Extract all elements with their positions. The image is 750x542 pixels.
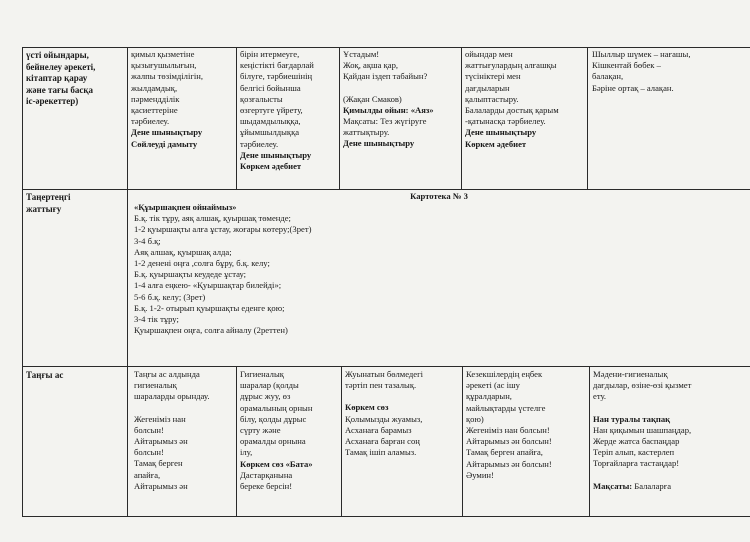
column-divider [462, 366, 463, 516]
row3-col5 [593, 369, 748, 492]
text-line: түсініктері мен [465, 71, 521, 82]
text-line: шараларды орындау. [134, 391, 210, 402]
text-line: Гигиеналық [240, 369, 284, 379]
table-top-border [22, 47, 750, 48]
text-line: қою) [466, 413, 484, 424]
spacer [345, 391, 460, 402]
row1-col5 [592, 49, 748, 94]
text-line: шаралар (қолды [240, 380, 299, 391]
subject-label: Көркем әдебиет [465, 138, 527, 149]
text-line: Тамақ берген [134, 458, 183, 469]
text-line: қимыл қызметіне [131, 49, 195, 59]
text-line: әрекеті (ас ішу [466, 380, 520, 391]
goal-line [593, 481, 748, 492]
text-line: ойындар мен [465, 49, 513, 59]
row1-label-line: үсті ойындары, [26, 50, 89, 60]
exercise-line: 5-6 б.қ. келу; (3рет) [134, 291, 206, 302]
text-line: болсын! [134, 447, 164, 458]
spacer [134, 403, 234, 414]
text-line: тәрбиелеу. [240, 138, 279, 149]
row2-label [26, 192, 125, 215]
subject-label: Сөйлеуді дамыту [131, 138, 198, 149]
goal-label: Мақсаты: [593, 480, 633, 491]
text-line: пәрмендділік [131, 93, 180, 104]
text-line: Айтарымыз ән [134, 480, 188, 491]
exercise-list [134, 202, 534, 336]
text-line: сүрту және [240, 425, 281, 436]
text-line: Асханаға барамыз [345, 424, 412, 435]
exercise-title: «Құыршақпен ойнаймыз» [134, 202, 237, 212]
column-divider [341, 366, 342, 516]
text-line: Ұстадым! [343, 49, 380, 59]
text-line: Жуынатын бөлмедегі [345, 369, 424, 379]
card-title-text: Картотека № 3 [410, 191, 468, 201]
text-line: Айтарымыз ән болсын! [466, 436, 552, 447]
row1-label-line: бейнелеу әрекеті, [26, 61, 96, 72]
text-line: кеңістікті бағдарлай [240, 60, 314, 71]
row1-label-line: және тағы басқа [26, 84, 94, 95]
column-divider [339, 47, 340, 189]
row3-label [26, 370, 125, 382]
text-line: тәрбиелеу. [131, 116, 170, 127]
subject-label: Көркем сөз «Бата» [240, 458, 313, 469]
text-line: белгісі бойынша [240, 82, 301, 93]
exercise-line: Аяқ алшақ, қуыршақ алда; [134, 246, 232, 257]
exercise-line: Б.қ. тік тұру, аяқ алшақ, қуыршақ төменде; [134, 213, 291, 224]
row3-col3 [345, 369, 460, 458]
text-line: Мақсаты: Тез жүгіруге [343, 116, 427, 127]
text-line: ұйымшылдыққа [240, 127, 300, 138]
text-line: Нан қиқымын шашпаңдар, [593, 424, 692, 435]
subject-label: Дене шынықтыру [240, 149, 312, 160]
text-line: жаттықтыру. [343, 127, 390, 138]
column-divider [22, 47, 23, 516]
row2-label-line: Таңертеңгі [26, 192, 71, 202]
text-line: Айтарымыз ән болсын! [466, 458, 552, 469]
card-title [128, 191, 750, 202]
text-line: болсын! [134, 424, 164, 435]
text-line: орамалды орнына [240, 436, 306, 447]
text-line: дұрыс жуу, өз [240, 391, 291, 402]
row1-col2 [240, 49, 338, 172]
text-line: Теріп алып, кастерлеп [593, 447, 675, 458]
text-line: Әумин! [466, 469, 494, 480]
text-line: Дастарқанына [240, 469, 293, 480]
row-divider [22, 366, 750, 367]
text-line: (Жақан Смаков) [343, 93, 402, 104]
text-line: дағдыларын [465, 82, 510, 93]
row3-col1 [134, 369, 234, 492]
column-divider [589, 366, 590, 516]
row3-col2 [240, 369, 339, 492]
text-line: жаттығулардың алғашқы [465, 60, 557, 71]
row3-col4 [466, 369, 587, 481]
spacer [593, 470, 748, 481]
column-divider [587, 47, 588, 189]
text-line: -қатынасқа тәрбиелеу. [465, 116, 546, 127]
text-line: балақан, [592, 71, 624, 82]
exercise-line: 1-4 алға еңкею- «Қуыршақтар билейді»; [134, 280, 282, 291]
table-bottom-border [22, 516, 750, 517]
text-line: қалыптастыру. [465, 93, 519, 104]
column-divider [236, 47, 237, 189]
text-line: Жоқ, ақша қар, [343, 60, 399, 71]
text-line: қозғалысты [240, 93, 283, 104]
text-line: Кезекшілердің еңбек [466, 369, 543, 379]
subject-label: Дене шынықтыру [131, 127, 203, 138]
text-line: Шыллыр шүмек – нағашы, [592, 49, 691, 59]
text-line: дағдылар, өзіне-өзі қызмет [593, 380, 692, 391]
row1-col4 [465, 49, 586, 150]
text-line: Қайдан іздеп табайын? [343, 71, 428, 82]
text-line: қасиеттеріне [131, 105, 178, 116]
text-line: Жегеніміз нан болсын! [466, 425, 550, 436]
text-line: білуге, тәрбиешінің [240, 71, 313, 82]
poem-title: Нан туралы тақпақ [593, 413, 671, 424]
subject-label: Дене шынықтыру [343, 138, 415, 149]
text-line: майлықтарды үстелге [466, 402, 546, 413]
row1-label [26, 50, 125, 108]
column-divider [236, 366, 237, 516]
text-line: тәртіп пен тазалық. [345, 380, 417, 391]
row1-col3 [343, 49, 460, 150]
text-line: Балаларды достық қарым [465, 105, 559, 116]
text-line: Таңғы ас алдында [134, 369, 200, 379]
text-line: береке берсін! [240, 481, 293, 492]
text-line: білу, қолды дұрыс [240, 413, 307, 424]
exercise-line: Б.қ. 1-2- отырып қуыршақты еденге қою; [134, 302, 285, 313]
row-divider [22, 189, 750, 190]
text-line: шыдамдылыққа, [240, 116, 301, 127]
text-line: Тамақ берген апайға, [466, 447, 543, 458]
spacer [593, 403, 748, 414]
exercise-line: 1-2 денені оңға ,солға бұру, б.қ. келу; [134, 258, 270, 269]
text-line: Бәріне ортақ – алақан. [592, 82, 674, 93]
text-line: гигиеналық [134, 380, 177, 391]
subject-label: Көркем сөз [345, 402, 389, 413]
goal-text: Балаларға [632, 480, 672, 491]
subject-label: Дене шынықтыру [465, 127, 537, 138]
text-line: Қолымызды жуамыз, [345, 413, 423, 424]
row3-label-text: Таңғы ас [26, 370, 64, 380]
row1-label-line: кітаптар қарау [26, 73, 88, 84]
exercise-line: Қуыршақпен оңға, солға айналу (2реттен) [134, 325, 288, 336]
game-title: Қимылды ойын: «Аяз» [343, 104, 434, 115]
text-line: Торғайларға тастаңдар! [593, 458, 680, 469]
exercise-line: 3-4 тік тұру; [134, 314, 179, 325]
text-line: құралдарын, [466, 391, 512, 402]
text-line: Жегеніміз нан [134, 413, 186, 424]
text-line: ілу, [240, 447, 253, 458]
exercise-line: Б.қ. қуыршақты кеудеде ұстау; [134, 269, 247, 280]
text-line: қызығушылығын, [131, 60, 197, 71]
row2-label-line: жаттығу [26, 203, 62, 214]
subject-label: Көркем әдебиет [240, 161, 302, 172]
text-line: ету. [593, 391, 607, 402]
exercise-line: 3-4 б.қ; [134, 235, 161, 246]
exercise-line: 1-2 қуыршақты алға ұстау, жоғары көтеру;(3рет) [134, 224, 312, 235]
text-line: Айтарымыз ән [134, 436, 188, 447]
text-line: бірін итермеуге, [240, 49, 300, 59]
text-line: жылдамдық, [131, 82, 178, 93]
text-line: Тамақ ішіп аламыз. [345, 447, 417, 458]
text-line: Кішкентай бөбек – [592, 60, 661, 71]
text-line: Жерде жатса баспаңдар [593, 436, 680, 447]
text-line: өзгертуге үйрету, [240, 105, 303, 116]
column-divider [461, 47, 462, 189]
spacer [343, 83, 460, 94]
text-line: Мәдени-гигиеналық [593, 369, 668, 379]
column-divider [127, 47, 128, 516]
text-line: Асханаға барған соң [345, 436, 420, 447]
text-line: орамалының орнын [240, 402, 313, 413]
row1-col1 [131, 49, 234, 150]
text-line: апайға, [134, 469, 161, 480]
text-line: жалпы төзімділігін, [131, 71, 204, 82]
row1-label-line: іс-әрекеттер) [26, 96, 79, 107]
